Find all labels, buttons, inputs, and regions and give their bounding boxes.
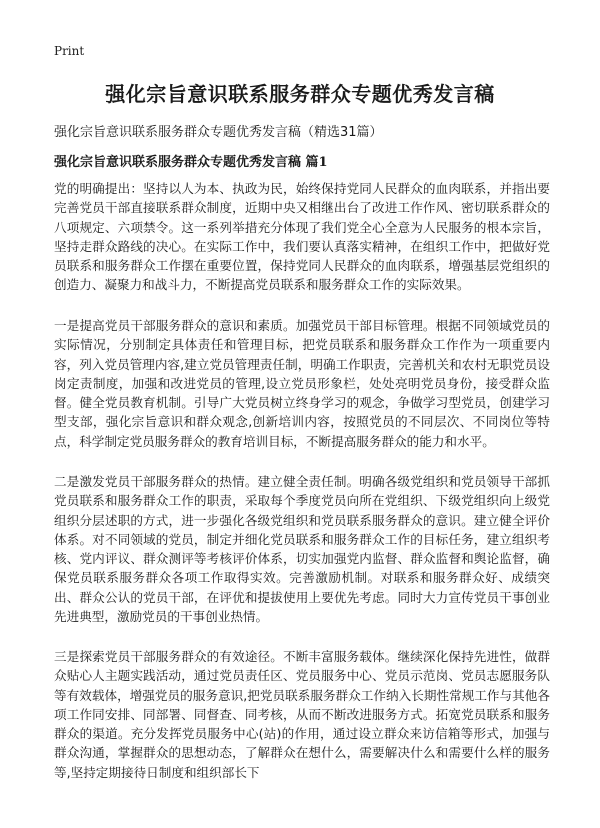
document-title: 强化宗旨意识联系服务群众专题优秀发言稿	[105, 82, 495, 106]
document-subtitle: 强化宗旨意识联系服务群众专题优秀发言稿（精选31篇）	[54, 125, 383, 140]
section-heading: 强化宗旨意识联系服务群众专题优秀发言稿 篇1	[54, 155, 328, 170]
body-paragraph: 一是提高党员干部服务群众的意识和素质。加强党员干部目标管理。根据不同领域党员的实际情况，分别制定具体责任和管理目标，把党员联系和服务群众工作作为一项重要内容，列入党员管理内容,建立党员管理责任制，明确工作职责，完善机关和农村无职党员设岗定责制度，加强和改进党员的管理,设立党员形象栏，处处亮明党员身份，接受群众监督。健全党员教育机制。引导广大党员树立终身学习的观念，争做学习型党员，创建学习型支部，强化宗旨意识和群众观念,创新培训内容，按照党员的不同层次、不同岗位等特点，科学制定党员服务群众的教育培训目标，不断提高服务群众的能力和水平。	[54, 318, 550, 449]
print-link[interactable]: Print	[54, 44, 85, 58]
body-paragraph: 三是探索党员干部服务群众的有效途径。不断丰富服务载体。继续深化保持先进性，做群众贴心人主题实践活动，通过党员责任区、党员服务中心、党员示范岗、党员志愿服务队等有效载体，增强党员的服务意识,把党员联系服务群众工作纳入长期性常规工作与其他各项工作同安排、同部署、同督查、同考核，从而不断改进服务方式。拓宽党员联系和服务群众的渠道。充分发挥党员服务中心(站)的作用，通过设立群众来访信箱等形式，加强与群众沟通，掌握群众的思想动态，了解群众在想什么，需要解决什么和需要什么样的服务等,坚持定期接待日制度和组织部长下	[54, 649, 550, 780]
body-paragraph: 二是激发党员干部服务群众的热情。建立健全责任制。明确各级党组织和党员领导干部抓党员联系和服务群众工作的职责，采取每个季度党员向所在党组织、下级党组织向上级党组织分层述职的方式，进一步强化各级党组织和党员联系服务群众的意识。建立健全评价体系。对不同领域的党员，制定并细化党员联系和服务群众工作的目标任务，建立组织考核、党内评议、群众测评等考核评价体系，切实加强党内监督、群众监督和舆论监督，确保党员联系服务群众各项工作取得实效。完善激励机制。对联系和服务群众好、成绩突出、群众公认的党员干部，在评优和提拔使用上要优先考虑。同时大力宣传党员干事创业先进典型，激励党员的干事创业热情。	[54, 474, 550, 625]
body-paragraph: 党的明确提出：坚持以人为本、执政为民，始终保持党同人民群众的血肉联系，并指出要完善党员干部直接联系群众制度，近期中央又相继出台了改进工作作风、密切联系群众的八项规定、六项禁令。这一系列举措充分体现了我们党全心全意为人民服务的根本宗旨，坚持走群众路线的决心。在实际工作中，我们要认真落实精神，在组织工作中，把做好党员联系和服务群众工作摆在重要位置，保持党同人民群众的血肉联系，增强基层党组织的创造力、凝聚力和战斗力，不断提高党员联系和服务群众工作的实际效果。	[54, 181, 550, 293]
